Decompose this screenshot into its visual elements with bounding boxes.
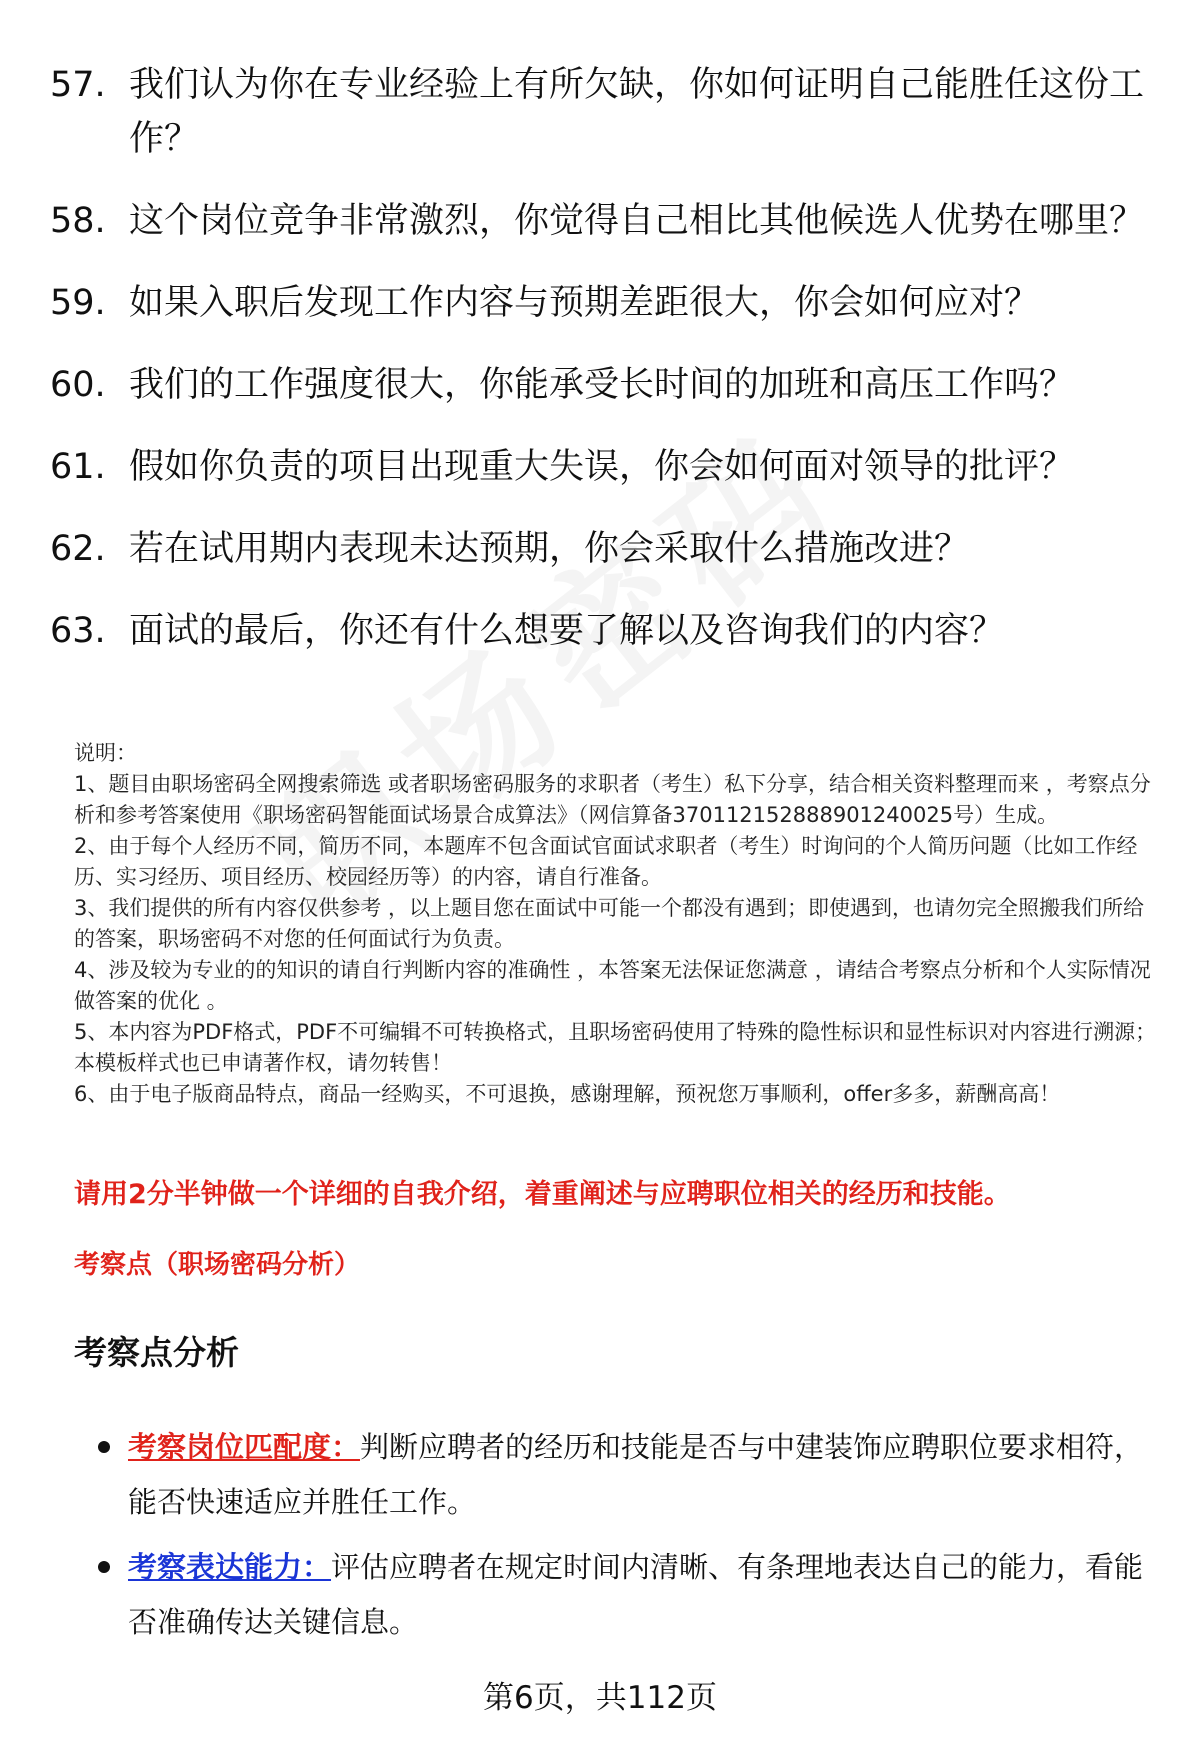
question-item (50, 276, 1150, 330)
question-text: 这个岗位竞争非常激烈，你觉得自己相比其他候选人优势在哪里？ (129, 201, 1145, 241)
question-item (50, 58, 1150, 166)
question-text: 我们认为你在专业经验上有所欠缺，你如何证明自己能胜任这份工作？ (129, 65, 1145, 159)
bullet-dot-icon (92, 1540, 128, 1650)
kcd-heading: 考察点（职场密码分析） (74, 1250, 361, 1280)
intro-question: 请用2分半钟做一个详细的自我介绍，着重阐述与应聘职位相关的经历和技能。 (74, 1179, 1011, 1210)
question-number: 58. (50, 201, 106, 241)
bullet-dot-icon (92, 1420, 128, 1530)
bullet-text: 判断应聘者的经历和技能是否与中建装饰应聘职位要求相符，能否快速适应并胜任工作。 (128, 1430, 1144, 1519)
note-item: 4、涉及较为专业的的知识的请自行判断内容的准确性 ，本答案无法保证您满意 ，请结合考察点分析和个人实际情况做答案的优化 。 (74, 958, 1151, 1013)
question-text: 假如你负责的项目出现重大失误，你会如何面对领导的批评？ (129, 447, 1075, 487)
note-item: 3、我们提供的所有内容仅供参考 ，以上题目您在面试中可能一个都没有遇到；即使遇到，也请勿完全照搬我们所给的答案，职场密码不对您的任何面试行为负责。 (74, 896, 1145, 951)
question-item (50, 522, 1150, 576)
question-item (50, 440, 1150, 494)
question-number: 60. (50, 365, 106, 405)
bullet-label: 考察表达能力： (128, 1550, 332, 1584)
bullet-content (128, 1420, 1152, 1530)
question-text: 我们的工作强度很大，你能承受长时间的加班和高压工作吗？ (129, 365, 1075, 405)
bullet-label: 考察岗位匹配度： (128, 1430, 361, 1464)
question-number: 63. (50, 611, 106, 651)
note-item: 6、由于电子版商品特点，商品一经购买，不可退换，感谢理解，预祝您万事顺利，offer多多，薪酬高高！ (74, 1082, 1061, 1106)
note-item: 1、题目由职场密码全网搜索筛选 或者职场密码服务的求职者（考生）私下分享，结合相关资料整理而来 ，考察点分析和参考答案使用《职场密码智能面试场景合成算法》（网信算备370112152888901240025号）生成。 (74, 772, 1151, 827)
question-item (50, 194, 1150, 248)
question-number: 57. (50, 65, 106, 105)
analysis-bullet (92, 1420, 1152, 1530)
question-number: 62. (50, 529, 106, 569)
question-item (50, 358, 1150, 412)
question-text: 若在试用期内表现未达预期，你会采取什么措施改进？ (129, 529, 970, 569)
note-item: 2、由于每个人经历不同，简历不同，本题库不包含面试官面试求职者（考生）时询问的个人简历问题（比如工作经历、实习经历、项目经历、校园经历等）的内容，请自行准备。 (74, 834, 1138, 889)
question-list (50, 58, 1150, 686)
bullet-text: 评估应聘者在规定时间内清晰、有条理地表达自己的能力，看能否准确传达关键信息。 (128, 1550, 1144, 1639)
question-number: 59. (50, 283, 106, 323)
notes-section (74, 738, 1164, 1110)
note-item: 5、本内容为PDF格式，PDF不可编辑不可转换格式，且职场密码使用了特殊的隐性标识和显性标识对内容进行溯源；本模板样式也已申请著作权，请勿转售！ (74, 1020, 1157, 1075)
analysis-heading: 考察点分析 (74, 1333, 239, 1372)
notes-heading: 说明： (74, 741, 137, 765)
analysis-bullet (92, 1540, 1152, 1650)
question-item (50, 604, 1150, 658)
bullet-content (128, 1540, 1152, 1650)
analysis-list (92, 1420, 1152, 1660)
question-text: 如果入职后发现工作内容与预期差距很大，你会如何应对？ (129, 283, 1040, 323)
page-footer: 第6页，共112页 (483, 1680, 717, 1716)
question-number: 61. (50, 447, 106, 487)
question-text: 面试的最后，你还有什么想要了解以及咨询我们的内容？ (129, 611, 1005, 651)
